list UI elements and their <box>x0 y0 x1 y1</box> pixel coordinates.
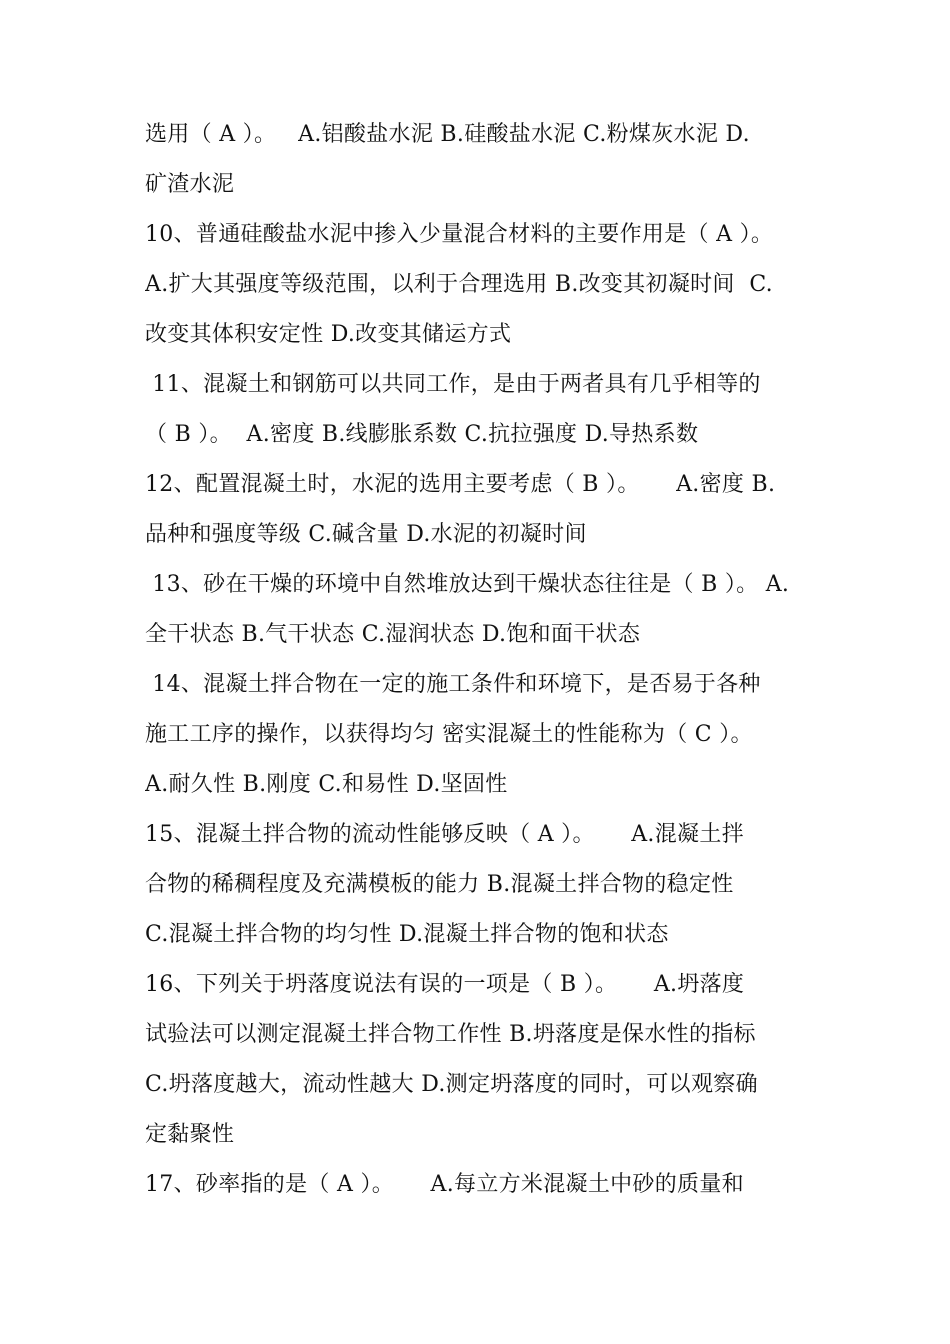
question-13: 13、砂在干燥的环境中自然堆放达到干燥状态往往是（ B ）。 A. <box>145 572 790 597</box>
text-line: 矿渣水泥 <box>145 172 235 197</box>
text-line: 全干状态 B.气干状态 C.湿润状态 D.饱和面干状态 <box>145 622 641 647</box>
text-line: A.扩大其强度等级范围，以利于合理选用 B.改变其初凝时间 C. <box>145 272 773 297</box>
text-line: （ B ）。 A.密度 B.线膨胀系数 C.抗拉强度 D.导热系数 <box>145 422 699 447</box>
text-line: 试验法可以测定混凝土拌合物工作性 B.坍落度是保水性的指标 <box>145 1022 756 1047</box>
question-17: 17、砂率指的是（ A ）。 A.每立方米混凝土中砂的质量和 <box>145 1172 744 1197</box>
question-15: 15、混凝土拌合物的流动性能够反映（ A ）。 A.混凝土拌 <box>145 822 744 847</box>
question-10: 10、普通硅酸盐水泥中掺入少量混合材料的主要作用是（ A ）。 <box>145 222 774 247</box>
text-line: 改变其体积安定性 D.改变其储运方式 <box>145 322 512 347</box>
question-16: 16、下列关于坍落度说法有误的一项是（ B ）。 A.坍落度 <box>145 972 745 997</box>
text-line: 合物的稀稠程度及充满模板的能力 B.混凝土拌合物的稳定性 <box>145 872 734 897</box>
text-line: C.坍落度越大，流动性越大 D.测定坍落度的同时，可以观察确 <box>145 1072 758 1097</box>
text-line: 品种和强度等级 C.碱含量 D.水泥的初凝时间 <box>145 522 587 547</box>
text-line: C.混凝土拌合物的均匀性 D.混凝土拌合物的饱和状态 <box>145 922 669 947</box>
question-12: 12、配置混凝土时，水泥的选用主要考虑（ B ）。 A.密度 B. <box>145 472 776 497</box>
question-14: 14、混凝土拌合物在一定的施工条件和环境下，是否易于各种 <box>145 672 761 697</box>
text-line: 定黏聚性 <box>145 1122 235 1147</box>
text-line: 选用（ A ）。 A.铝酸盐水泥 B.硅酸盐水泥 C.粉煤灰水泥 D. <box>145 122 750 147</box>
document-body <box>145 110 817 1210</box>
text-line: A.耐久性 B.刚度 C.和易性 D.坚固性 <box>145 772 508 797</box>
text-line: 施工工序的操作，以获得均匀 密实混凝土的性能称为（ C ）。 <box>145 722 753 747</box>
question-11: 11、混凝土和钢筋可以共同工作，是由于两者具有几乎相等的 <box>145 372 761 397</box>
